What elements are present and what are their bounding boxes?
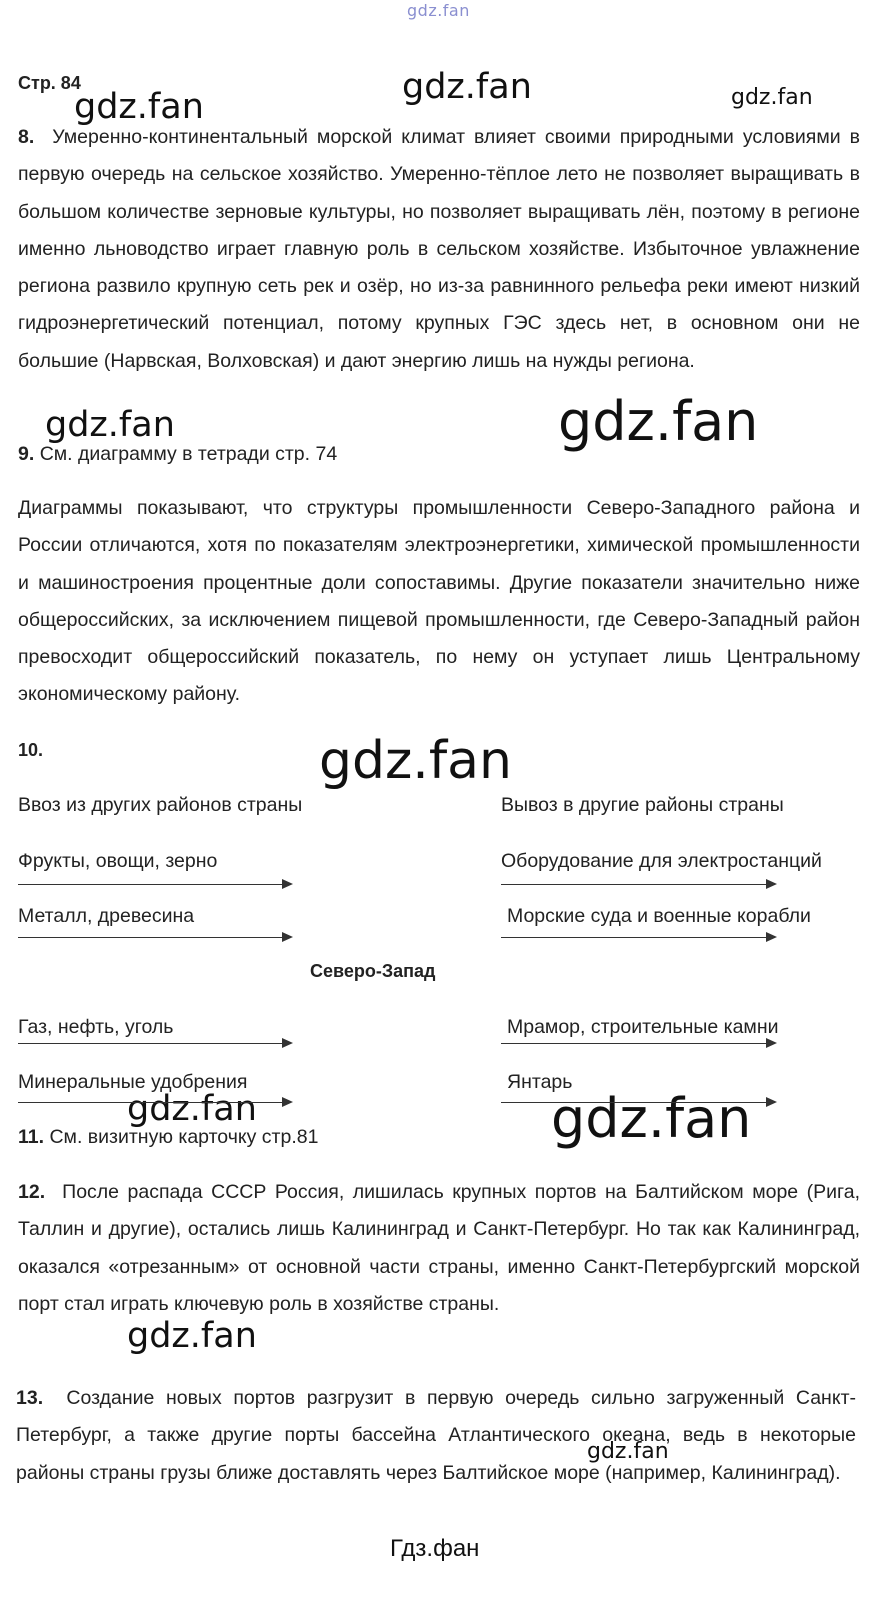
answer-9-text: Диаграммы показывают, что структуры промышленности Северо-Западного района и России отличаются, хотя по показателям электроэнергетики, химической промышленности и машиностроения процентные доли сопоставимы. Другие показатели значительно ниже общероссийских, за исключением пищевой промышленности, где Северо-Западный район превосходит общероссийский показатель, по нему он уступает лишь Центральному экономическому району.	[18, 497, 860, 706]
region-center-label: Северо-Запад	[310, 961, 436, 981]
watermark: gdz.fan	[402, 67, 532, 107]
arrow-icon	[18, 937, 291, 938]
page-label: Стр. 84	[18, 73, 81, 93]
answer-8	[18, 119, 860, 380]
answer-11-text: См. визитную карточку стр.81	[49, 1126, 319, 1148]
export-item: Оборудование для электростанций	[501, 850, 822, 872]
answer-10-number: 10.	[18, 740, 44, 760]
answer-12-text: После распада СССР Россия, лишилась крупных портов на Балтийском море (Рига, Таллин и другие), остались лишь Калининград и Санкт-Петербург. Но так как Калининград, оказался «отрезанным» от основной части страны, именно Санкт-Петербургский морской порт стал играть ключевую роль в хозяйстве страны.	[18, 1181, 860, 1315]
answer-8-number: 8.	[18, 126, 35, 148]
watermark: gdz.fan	[558, 390, 759, 453]
watermark: gdz.fan	[319, 731, 512, 791]
answer-13	[16, 1380, 856, 1492]
answer-11-number: 11.	[18, 1126, 45, 1148]
answer-12	[18, 1174, 860, 1323]
import-item: Минеральные удобрения	[18, 1071, 248, 1093]
import-header: Ввоз из других районов страны	[18, 794, 303, 816]
answer-12-number: 12.	[18, 1181, 46, 1203]
arrow-icon	[501, 937, 775, 938]
answer-13-text: Создание новых портов разгрузит в первую очередь сильно загруженный Санкт-Петербург, а также другие порты бассейна Атлантического океана, ведь в некоторые районы страны грузы ближе доставлять через Балтийское море (например, Калининград).	[16, 1387, 856, 1484]
export-item: Мрамор, строительные камни	[507, 1016, 779, 1038]
watermark: gdz.fan	[74, 87, 204, 127]
arrow-icon	[501, 1102, 775, 1103]
export-item: Морские суда и военные корабли	[507, 905, 811, 927]
watermark: gdz.fan	[45, 405, 175, 445]
arrow-icon	[501, 1043, 775, 1044]
answer-9-number: 9.	[18, 443, 35, 465]
import-item: Фрукты, овощи, зерно	[18, 850, 218, 872]
arrow-icon	[501, 884, 775, 885]
answer-9-header	[18, 443, 337, 466]
answer-8-text: Умеренно-континентальный морской климат влияет своими природными условиями в первую очередь на сельское хозяйство. Умеренно-тёплое лето не позволяет выращивать в большом количестве зерновые культуры, но позволяет выращивать лён, поэтому в регионе именно льноводство играет главную роль в сельском хозяйстве. Избыточное увлажнение региона развило крупную сеть рек и озёр, но из-за равнинного рельефа реки имеют низкий гидроэнергетический потенциал, потому крупных ГЭС здесь нет, в основном они не большие (Нарвская, Волховская) и дают энергию лишь на нужды региона.	[18, 126, 861, 372]
watermark: gdz.fan	[127, 1316, 257, 1356]
arrow-icon	[18, 884, 291, 885]
watermark: gdz.fan	[587, 1439, 669, 1464]
import-item: Газ, нефть, уголь	[18, 1016, 174, 1038]
arrow-icon	[18, 1043, 291, 1044]
watermark: gdz.fan	[127, 1089, 257, 1129]
arrow-icon	[18, 1102, 291, 1103]
watermark: gdz.fan	[551, 1087, 752, 1150]
watermark: gdz.fan	[731, 85, 813, 110]
footer-label: Гдз.фан	[390, 1535, 480, 1562]
answer-9-reference: См. диаграмму в тетради стр. 74	[39, 443, 338, 465]
import-item: Металл, древесина	[18, 905, 195, 927]
export-item: Янтарь	[507, 1071, 573, 1093]
export-header: Вывоз в другие районы страны	[501, 794, 784, 816]
answer-11	[18, 1126, 318, 1149]
watermark-top: gdz.fan	[407, 1, 470, 20]
answer-13-number: 13.	[16, 1387, 44, 1409]
